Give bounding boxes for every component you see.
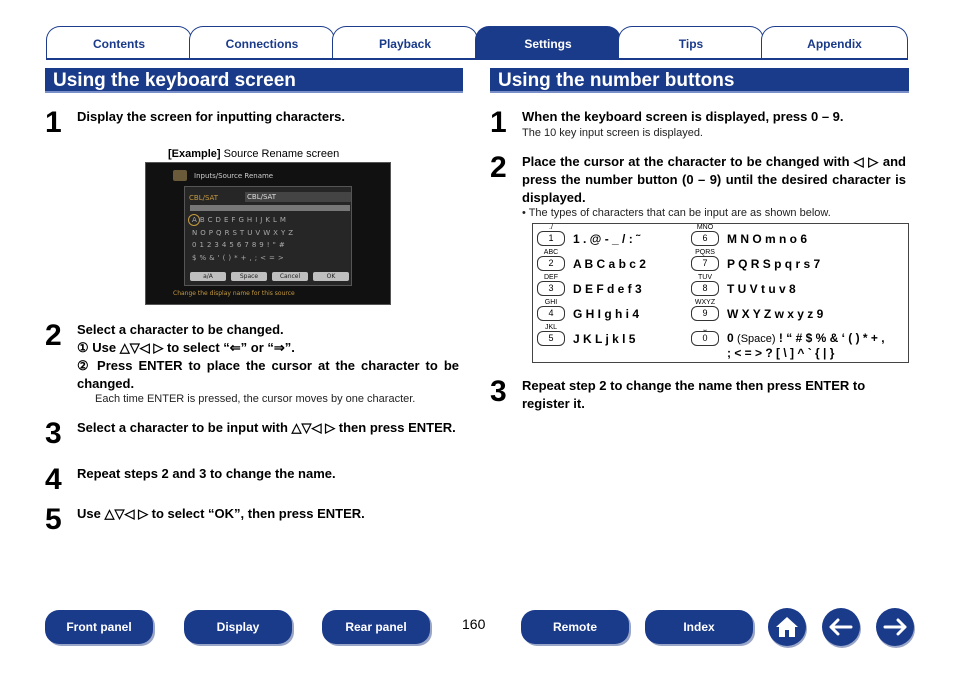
rear-panel-button[interactable]: Rear panel	[322, 610, 430, 644]
name-input[interactable]: CBL/SAT	[245, 192, 351, 202]
arrow-left-icon	[828, 617, 854, 637]
space-button[interactable]: Space	[231, 272, 267, 281]
number-key-8: 8	[691, 281, 719, 296]
key-letters: JKL	[544, 324, 558, 331]
example-caption	[168, 148, 339, 160]
key-characters: W X Y Z w x y z 9	[727, 307, 824, 321]
key-characters: D E F d e f 3	[573, 282, 642, 296]
tab-settings[interactable]: Settings	[475, 26, 621, 60]
key-characters: J K L j k l 5	[573, 332, 636, 346]
example-label: [Example]	[168, 148, 221, 160]
step-number: 1	[45, 106, 62, 139]
cancel-button[interactable]: Cancel	[272, 272, 308, 281]
tab-appendix[interactable]: Appendix	[761, 26, 908, 60]
key-characters: M N O m n o 6	[727, 232, 808, 246]
step-number: 2	[490, 151, 507, 184]
key-letters: PQRS	[695, 249, 715, 256]
key-character-table	[532, 223, 909, 363]
cursor-arrow-row	[190, 205, 350, 211]
tab-connections[interactable]: Connections	[189, 26, 335, 60]
number-key-3: 3	[537, 281, 565, 296]
forward-button[interactable]	[876, 608, 914, 646]
step-note: Each time ENTER is pressed, the cursor moves by one character.	[95, 393, 416, 405]
display-button[interactable]: Display	[184, 610, 292, 644]
key-characters	[727, 331, 885, 345]
page-number: 160	[462, 616, 486, 632]
step-number: 3	[490, 375, 507, 408]
number-key-5: 5	[537, 331, 565, 346]
step-number: 1	[490, 106, 507, 139]
key-characters: ; < = > ? [ \ ] ^ ` { | }	[727, 346, 835, 360]
index-button[interactable]: Index	[645, 610, 753, 644]
key-characters: A B C a b c 2	[573, 257, 646, 271]
key-letters: GHI	[544, 299, 558, 306]
key-row[interactable]: A B C D E F G H I J K L M	[192, 216, 287, 224]
keyboard-screen-image	[145, 162, 391, 305]
key-row[interactable]: $ % & ' ( ) * + , ; < = >	[192, 254, 285, 262]
tab-contents[interactable]: Contents	[46, 26, 192, 60]
tab-playback[interactable]: Playback	[332, 26, 478, 60]
ok-button[interactable]: OK	[313, 272, 349, 281]
home-icon	[774, 615, 800, 639]
field-label: CBL/SAT	[189, 194, 219, 202]
step-number: 5	[45, 503, 62, 536]
key-row[interactable]: N O P Q R S T U V W X Y Z	[192, 229, 294, 237]
step-text: Select a character to be input with △▽◁ ▷ then press ENTER.	[77, 420, 456, 435]
step-text: Repeat steps 2 and 3 to change the name.	[77, 466, 336, 481]
substep-text: ① Use △▽◁ ▷ to select “⇐” or “⇒”.	[77, 340, 295, 355]
step-text: Display the screen for inputting characters.	[77, 109, 346, 124]
key-characters: 1 . @ - _ / : ˜	[573, 232, 641, 246]
key-letters: ABC	[543, 249, 559, 256]
step-note: The 10 key input screen is displayed.	[522, 127, 703, 139]
key-row[interactable]: 0 1 2 3 4 5 6 7 8 9 ! " #	[192, 241, 286, 249]
key-characters: T U V t u v 8	[727, 282, 796, 296]
key-letters: TUV	[698, 274, 712, 281]
key-letters: DEF	[544, 274, 558, 281]
key-char-zero: 0	[727, 331, 734, 345]
number-key-9: 9	[691, 306, 719, 321]
arrow-right-icon	[882, 617, 908, 637]
key-char-symbols: ! “ # $ % & ‘ ( ) * + ,	[778, 331, 885, 345]
key-letters: WXYZ	[694, 299, 716, 306]
step-number: 3	[45, 417, 62, 450]
key-letters: ./	[549, 224, 553, 231]
tab-tips[interactable]: Tips	[618, 26, 764, 60]
step-number: 2	[45, 319, 62, 352]
key-letters: MNO	[696, 224, 714, 231]
section-title-number-buttons: Using the number buttons	[490, 68, 909, 93]
key-characters: G H I g h i 4	[573, 307, 640, 321]
back-button[interactable]	[822, 608, 860, 646]
section-title-keyboard: Using the keyboard screen	[45, 68, 463, 93]
space-symbol: ⎵	[703, 324, 707, 331]
step-text: Place the cursor at the character to be changed with ◁ ▷ and press the number button (0 – 9) until the desired character is displayed.	[522, 154, 906, 205]
number-key-6: 6	[691, 231, 719, 246]
number-key-4: 4	[537, 306, 565, 321]
substep-text: ② Press ENTER to place the cursor at the character to be changed.	[77, 358, 459, 391]
home-button[interactable]	[768, 608, 806, 646]
tab-bar	[46, 26, 908, 60]
step-text: When the keyboard screen is displayed, press 0 – 9.	[522, 109, 844, 124]
example-text: Source Rename screen	[223, 148, 340, 160]
step-text: Use △▽◁ ▷ to select “OK”, then press ENTER.	[77, 506, 365, 521]
source-icon	[173, 170, 187, 181]
step-number: 4	[45, 463, 62, 496]
screen-hint: Change the display name for this source	[173, 290, 295, 297]
screen-breadcrumb: Inputs/Source Rename	[194, 172, 274, 180]
space-note: (Space)	[737, 333, 776, 345]
remote-button[interactable]: Remote	[521, 610, 629, 644]
number-key-2: 2	[537, 256, 565, 271]
step-text: Select a character to be changed.	[77, 322, 284, 337]
number-key-7: 7	[691, 256, 719, 271]
step-note: • The types of characters that can be input are as shown below.	[522, 207, 831, 219]
number-key-1: 1	[537, 231, 565, 246]
number-key-0: 0	[691, 331, 719, 346]
key-characters: P Q R S p q r s 7	[727, 257, 821, 271]
front-panel-button[interactable]: Front panel	[45, 610, 153, 644]
case-toggle-button[interactable]: a/A	[190, 272, 226, 281]
step-text: Repeat step 2 to change the name then press ENTER to register it.	[522, 378, 866, 411]
